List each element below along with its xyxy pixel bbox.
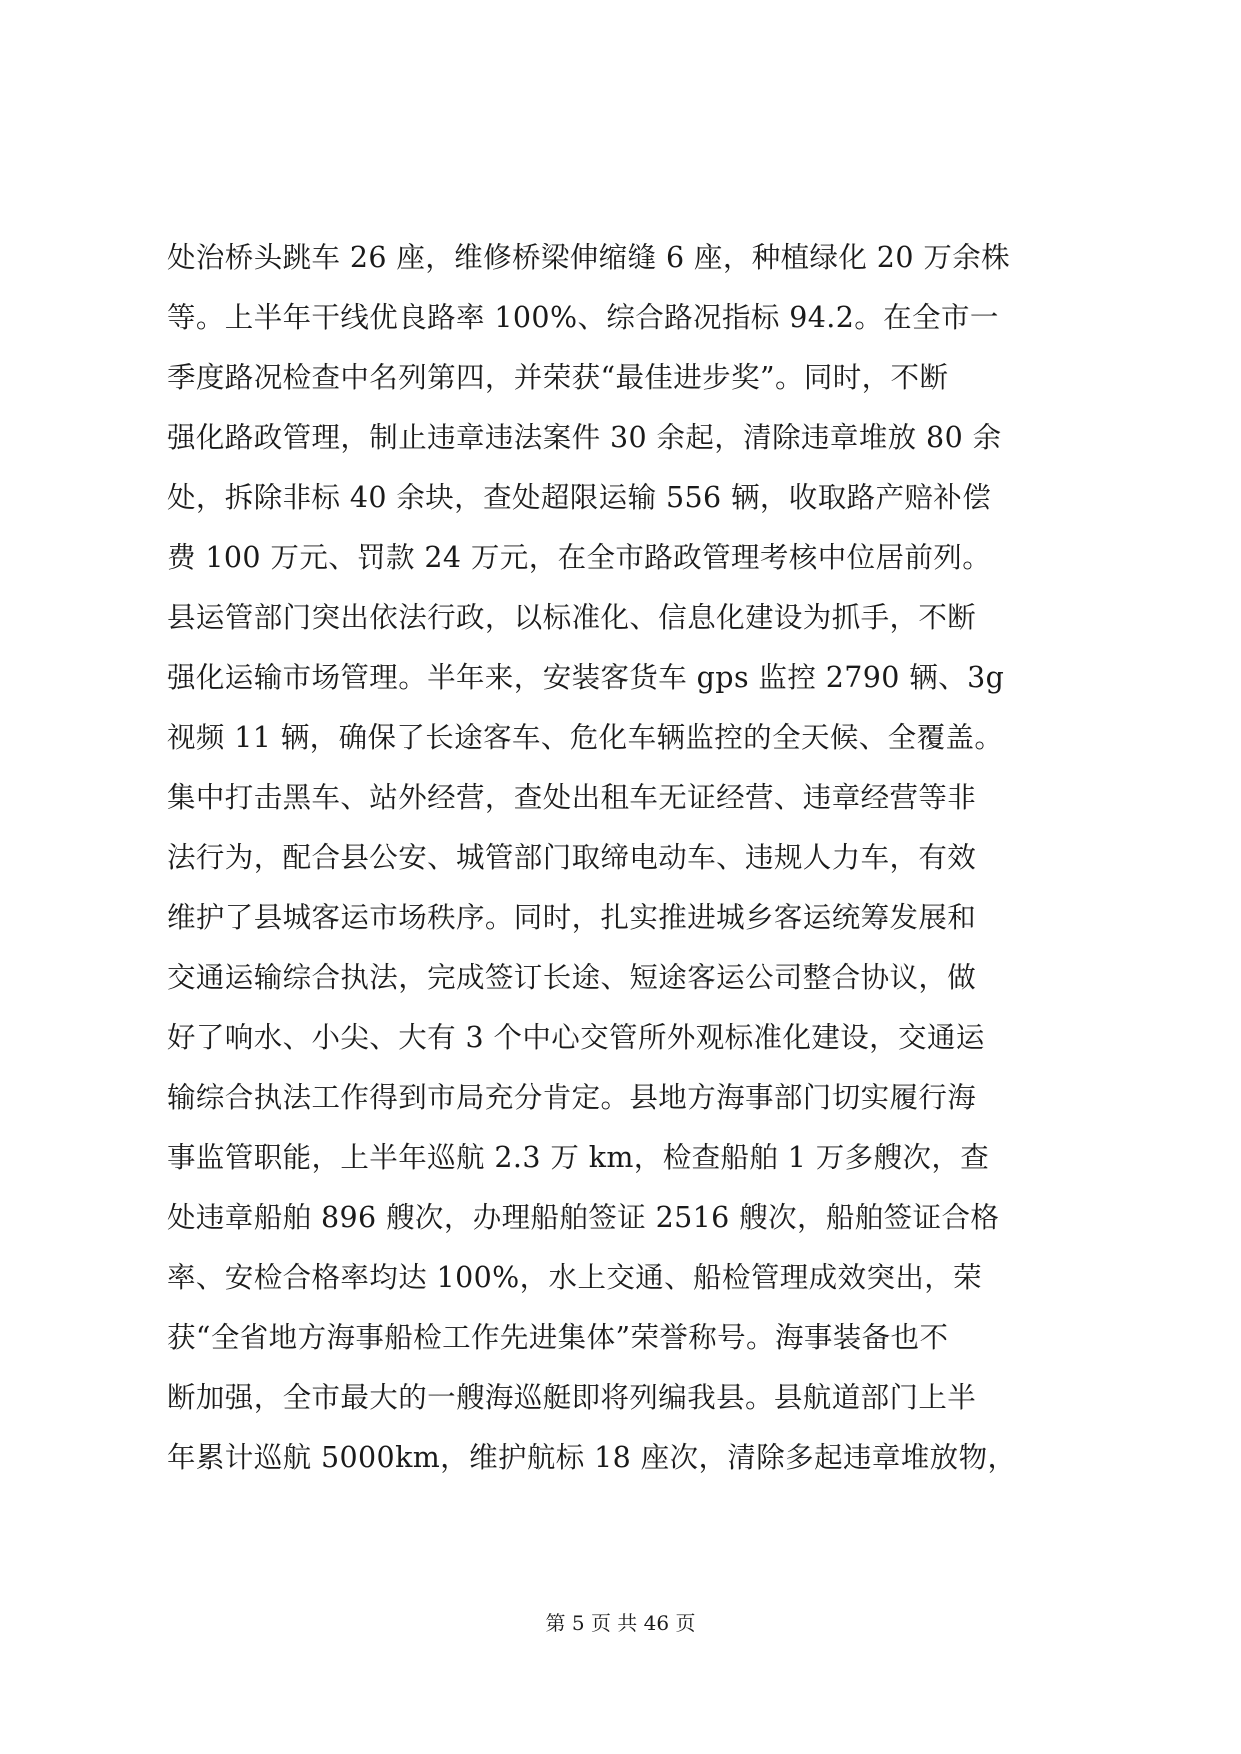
text-line: 好了响水、小尖、大有 3 个中心交管所外观标准化建设，交通运 [167,1021,985,1054]
page-number: 第 5 页 共 46 页 [545,1611,696,1635]
text-line: 维护了县城客运市场秩序。同时，扎实推进城乡客运统筹发展和 [167,901,977,934]
text-line: 强化运输市场管理。半年来，安装客货车 gps 监控 2790 辆、3g [167,661,1005,694]
text-line: 强化路政管理，制止违章违法案件 30 余起，清除违章堆放 80 余 [167,421,1002,454]
text-line: 交通运输综合执法，完成签订长途、短途客运公司整合协议，做 [167,961,977,994]
text-line: 视频 11 辆，确保了长途客车、危化车辆监控的全天候、全覆盖。 [167,721,1004,754]
text-line: 法行为，配合县公安、城管部门取缔电动车、违规人力车，有效 [167,841,977,874]
text-line: 输综合执法工作得到市局充分肯定。县地方海事部门切实履行海 [167,1081,977,1114]
text-line: 季度路况检查中名列第四，并荣获“最佳进步奖”。同时，不断 [167,361,949,394]
text-line: 年累计巡航 5000km，维护航标 18 座次，清除多起违章堆放物， [167,1441,1017,1474]
text-line: 获“全省地方海事船检工作先进集体”荣誉称号。海事装备也不 [167,1321,949,1354]
page-footer [0,1610,1241,1636]
body-text [167,228,1077,1488]
text-line: 县运管部门突出依法行政，以标准化、信息化建设为抓手，不断 [167,601,977,634]
text-line: 率、安检合格率均达 100%，水上交通、船检管理成效突出，荣 [167,1261,983,1294]
text-line: 费 100 万元、罚款 24 万元，在全市路政管理考核中位居前列。 [167,541,992,574]
text-line: 集中打击黑车、站外经营，查处出租车无证经营、违章经营等非 [167,781,977,814]
text-line: 断加强，全市最大的一艘海巡艇即将列编我县。县航道部门上半 [167,1381,977,1414]
text-line: 处违章船舶 896 艘次，办理船舶签证 2516 艘次，船舶签证合格 [167,1201,1000,1234]
text-line: 处，拆除非标 40 余块，查处超限运输 556 辆，收取路产赔补偿 [167,481,992,514]
text-line: 处治桥头跳车 26 座，维修桥梁伸缩缝 6 座，种植绿化 20 万余株 [167,241,1011,274]
text-line: 等。上半年干线优良路率 100%、综合路况指标 94.2。在全市一 [167,301,999,334]
text-line: 事监管职能，上半年巡航 2.3 万 km，检查船舶 1 万多艘次，查 [167,1141,990,1174]
